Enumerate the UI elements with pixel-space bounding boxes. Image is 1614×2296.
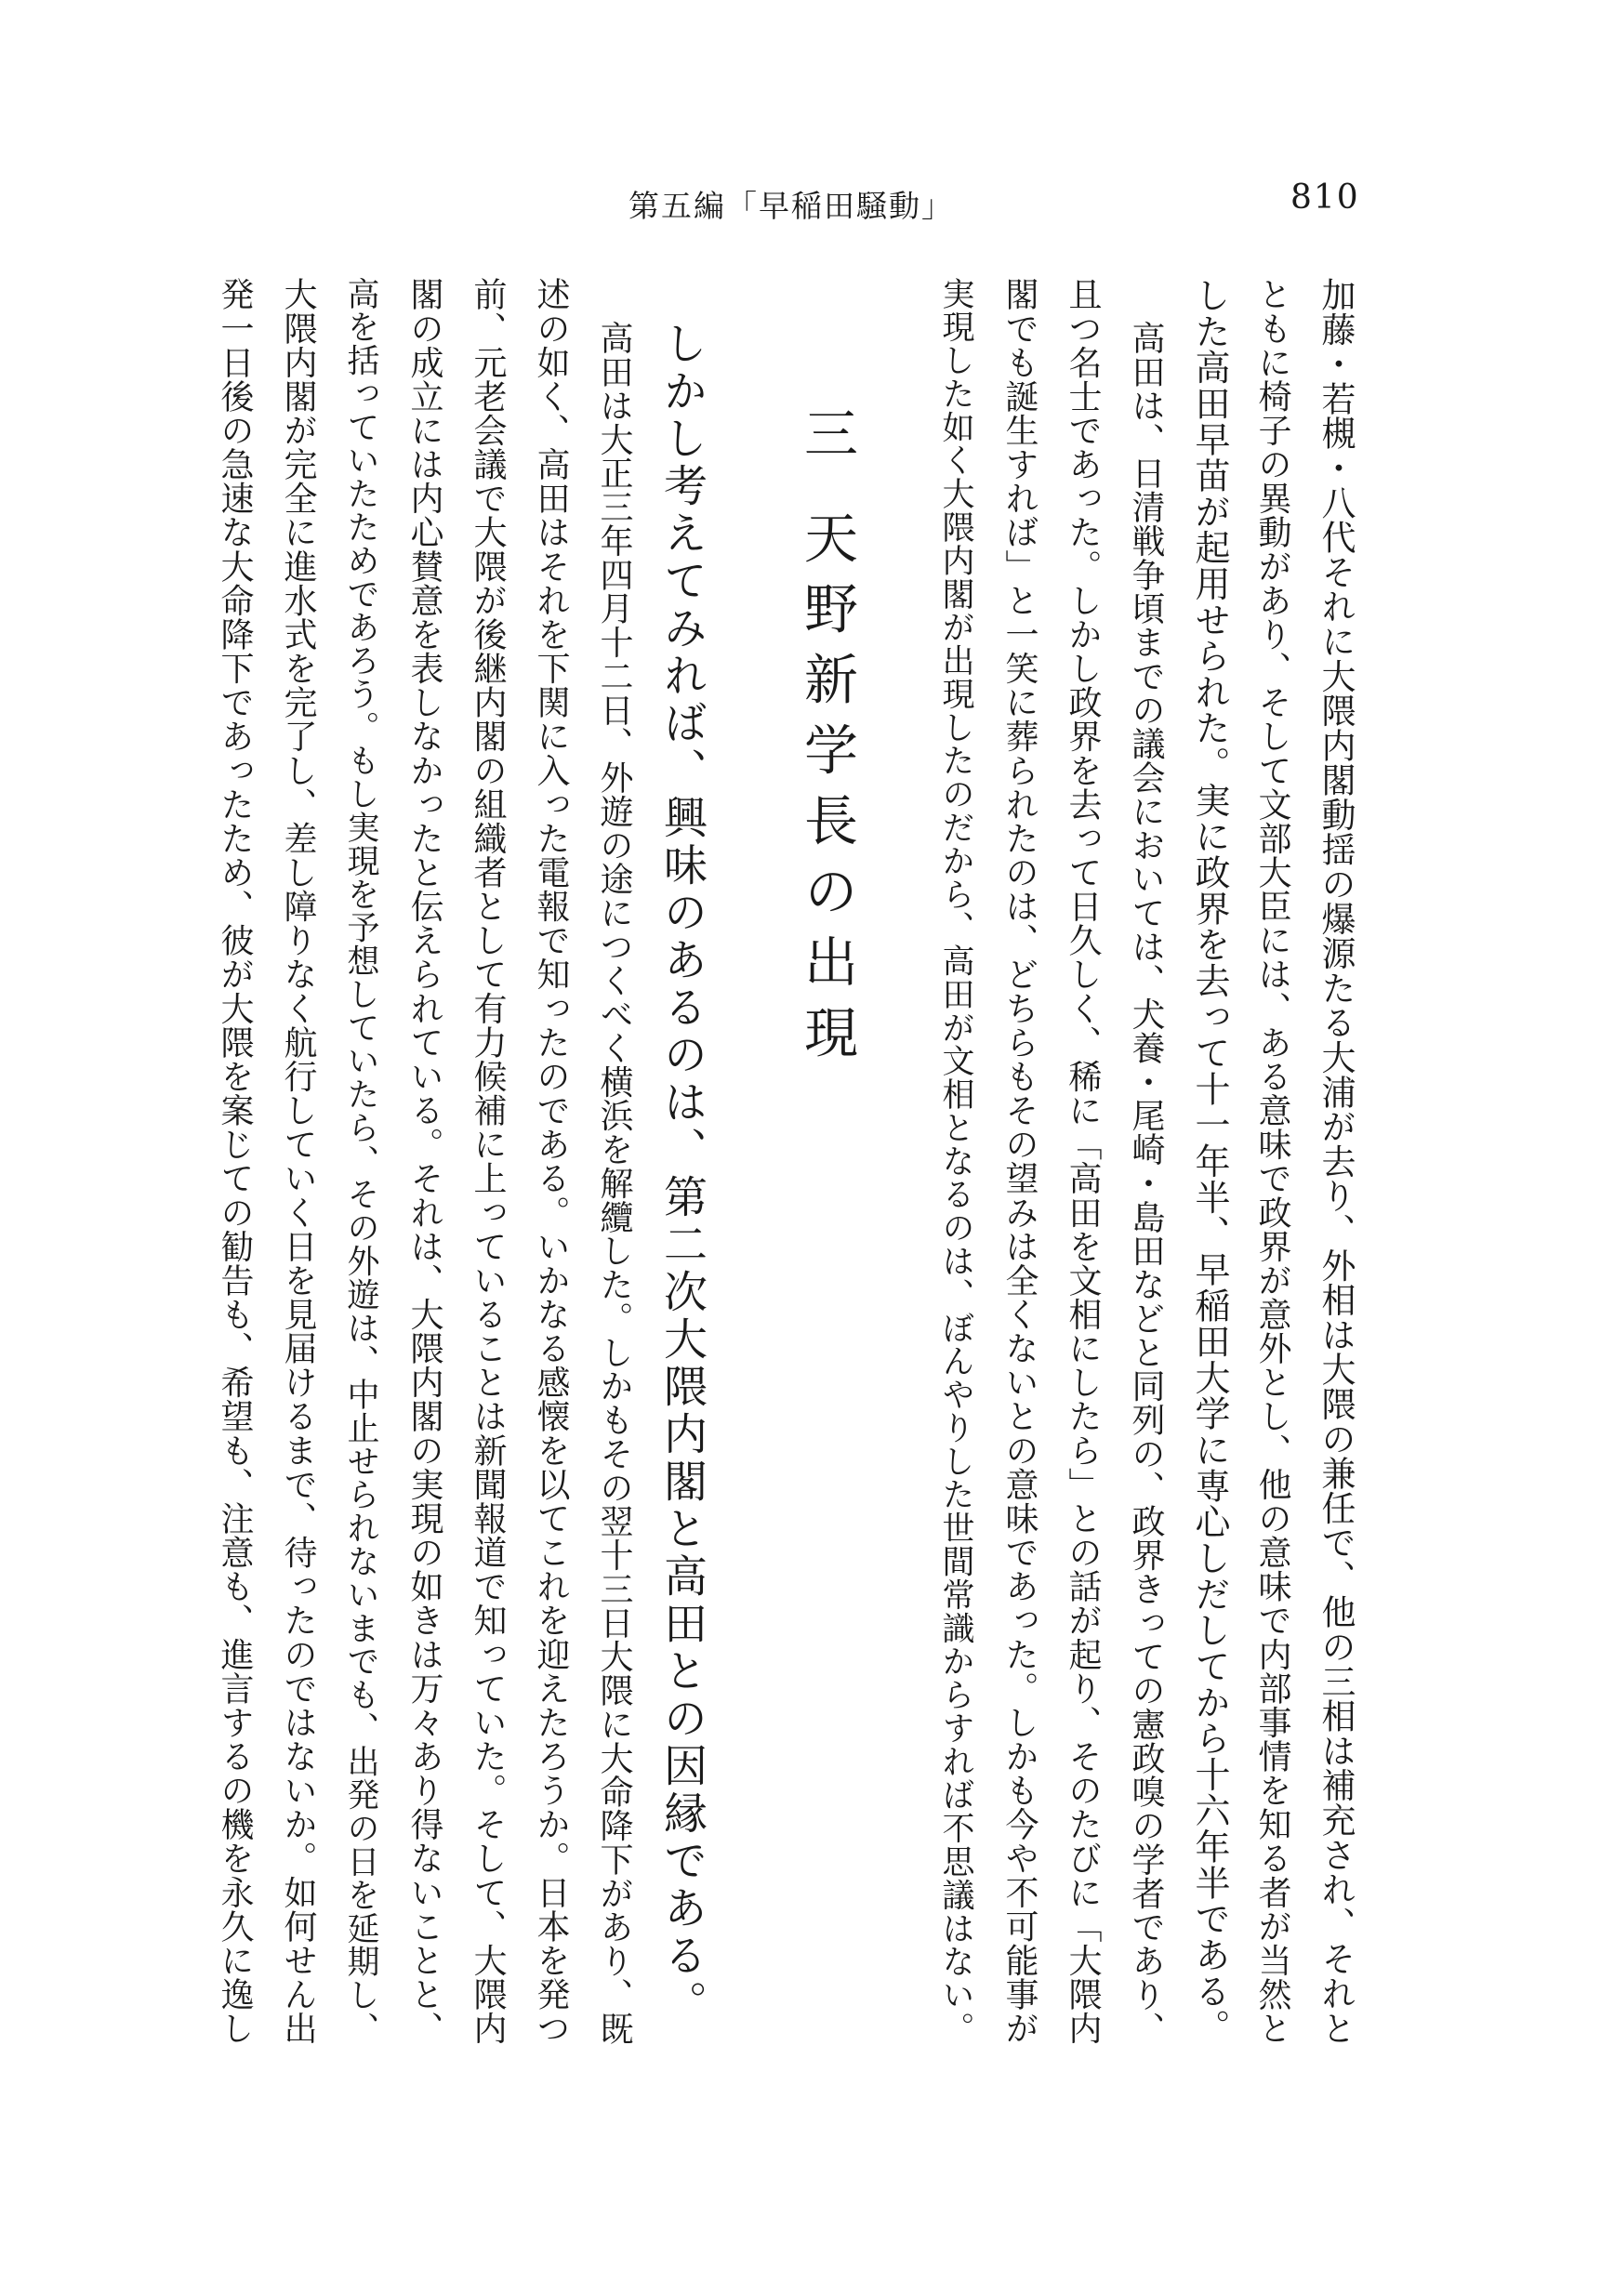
text-column: 加藤・若槻・八代それに大隈内閣動揺の爆源たる大浦が去り、外相は大隈の兼任で、他の三相は補充され、それと	[1316, 277, 1356, 2045]
text-column: 高を括っていたためであろう。もし実現を予想していたら、その外遊は、中止せられないまでも、出発の日を延期し、	[342, 277, 379, 2045]
text-column: した高田早苗が起用せられた。実に政界を去って十一年半、早稲田大学に専心しだしてから十六年半である。	[1189, 277, 1230, 2045]
running-head: 第五編「早稲田騒動」	[628, 188, 954, 224]
page-header	[0, 178, 1614, 238]
text-column: 実現した如く大隈内閣が出現したのだから、高田が文相となるのは、ぼんやりした世間常識からすれば不思議はない。	[937, 277, 974, 2045]
text-column: 述の如く、高田はそれを下関に入った電報で知ったのである。いかなる感懐を以てこれを迎えたろうか。日本を発つ	[532, 277, 570, 2045]
text-column: しかし考えてみれば、興味のあるのは、第二次大隈内閣と高田との因縁である。	[656, 321, 708, 2027]
page-number: 810	[1290, 178, 1360, 217]
text-column: 閣でも誕生すれば」と一笑に葬られたのは、どちらもその望みは全くないとの意味であった。しかも今や不可能事が	[1000, 277, 1039, 2045]
section-heading: 三 天野新学長の出現	[795, 405, 858, 1075]
text-column: 発一日後の急速な大命降下であったため、彼が大隈を案じての勧告も、希望も、注意も、進言するの機を永久に逸し	[216, 277, 254, 2045]
text-column: 高田は、日清戦争頃までの議会においては、犬養・尾崎・島田などと同列の、政界きっての憲政嗅の学者であり、	[1127, 321, 1165, 2045]
text-column: ともに椅子の異動があり、そして文部大臣には、ある意味で政界が意外とし、他の意味で内部事情を知る者が当然と	[1253, 277, 1291, 2045]
text-column: 前、元老会議で大隈が後継内閣の組織者として有力候補に上っていることは新聞報道で知っていた。そして、大隈内	[469, 277, 507, 2045]
text-column: 且つ名士であった。しかし政界を去って日久しく、稀に「高田を文相にしたら」との話が起り、そのたびに「大隈内	[1064, 277, 1102, 2045]
text-column: 大隈内閣が完全に進水式を完了し、差し障りなく航行していく日を見届けるまで、待ったのではないか。如何せん出	[279, 277, 317, 2045]
text-column: 高田は大正三年四月十二日、外遊の途につくべく横浜を解纜した。しかもその翌十三日大隈に大命降下があり、既	[595, 321, 633, 2045]
text-column: 閣の成立には内心賛意を表しなかったと伝えられている。それは、大隈内閣の実現の如きは万々あり得ないことと、	[405, 277, 443, 2045]
